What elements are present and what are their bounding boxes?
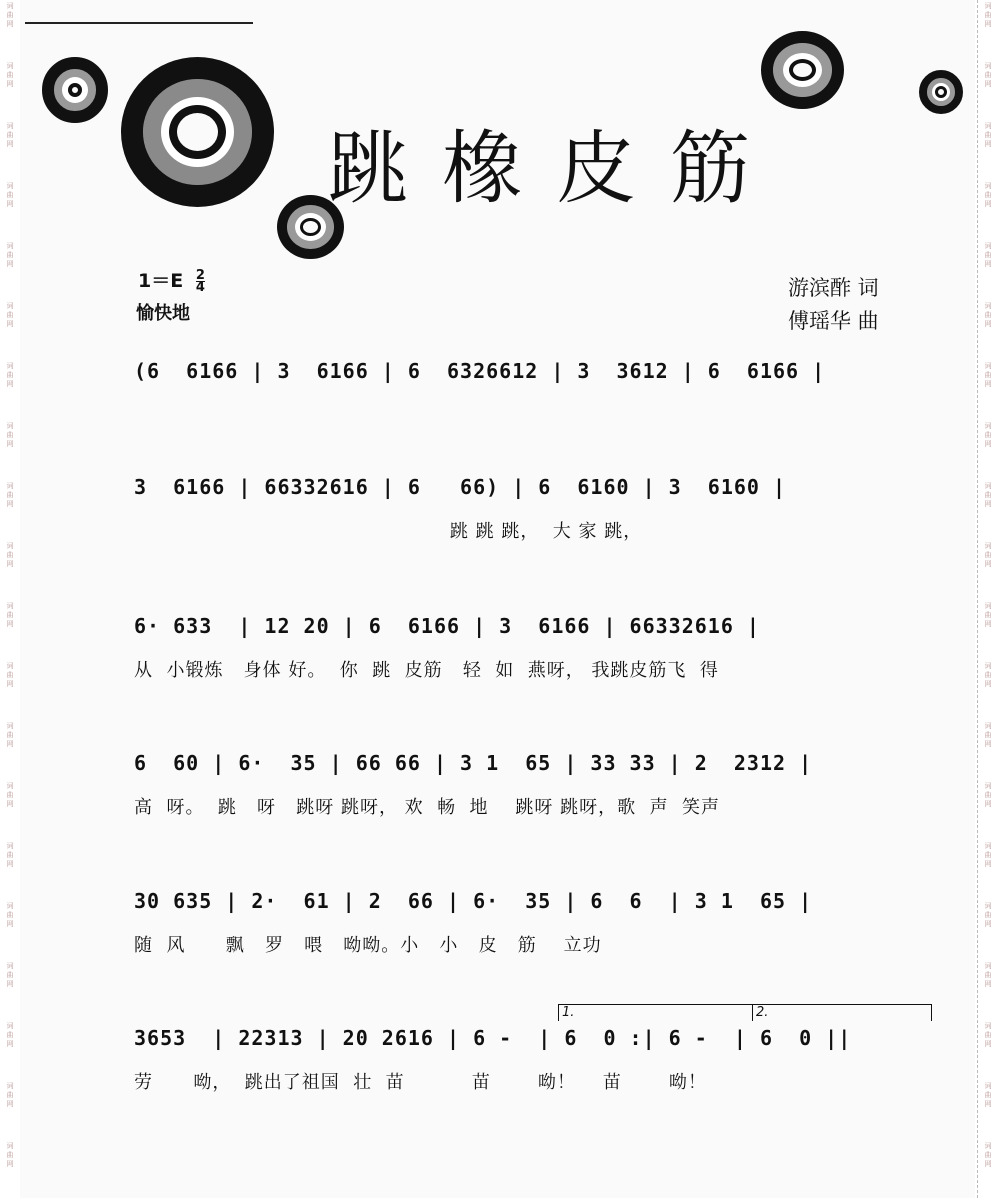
score-row-4 xyxy=(134,749,934,818)
watermark-text: 词 曲 网 xyxy=(984,2,992,28)
left-watermark-strip xyxy=(0,0,21,1198)
notation-line: 3653 | 22313 | 20 2616 | 6 - | 6 0 :| 6 - | 6 0 || xyxy=(134,1026,852,1050)
lyrics-line: 劳 呦， 跳出了祖国 壮 苗 苗 呦！ 苗 呦！ xyxy=(134,1072,707,1093)
watermark-text: 词 曲 网 xyxy=(984,422,992,448)
watermark-text: 词 曲 网 xyxy=(984,1022,992,1048)
watermark-text: 词 曲 网 xyxy=(984,542,992,568)
volta-bracket-1 xyxy=(558,1004,752,1021)
watermark-text: 词 曲 网 xyxy=(6,662,14,688)
score-row-5 xyxy=(134,887,934,956)
score-row-6 xyxy=(134,1024,934,1093)
ring-decoration-top-right xyxy=(761,31,844,109)
watermark-text: 词 曲 网 xyxy=(6,1022,14,1048)
watermark-text: 词 曲 网 xyxy=(984,242,992,268)
watermark-text: 词 曲 网 xyxy=(6,362,14,388)
composer-credit: 傅瑶华 曲 xyxy=(788,309,879,333)
tempo-marking: 愉快地 xyxy=(136,303,190,324)
score-row-3 xyxy=(134,612,934,681)
volta-2-label: 2. xyxy=(756,1005,769,1020)
lyrics-line: 高 呀。 跳 呀 跳呀 跳呀， 欢 畅 地 跳呀 跳呀，歌 声 笑声 xyxy=(134,797,721,818)
watermark-text: 词 曲 网 xyxy=(984,482,992,508)
watermark-text: 词 曲 网 xyxy=(984,902,992,928)
watermark-text: 词 曲 网 xyxy=(984,182,992,208)
watermark-text: 词 曲 网 xyxy=(6,722,14,748)
watermark-text: 词 曲 网 xyxy=(984,362,992,388)
lyrics-line: 跳 跳 跳， 大 家 跳， xyxy=(134,521,643,542)
watermark-text: 词 曲 网 xyxy=(6,2,14,28)
watermark-text: 词 曲 网 xyxy=(6,122,14,148)
time-signature xyxy=(196,270,205,293)
notation-line: 3 6166 | 66332616 | 6 66) | 6 6160 | 3 6160 | xyxy=(134,475,787,499)
lyrics-line: 从 小锻炼 身体 好。 你 跳 皮筋 轻 如 燕呀， 我跳皮筋飞 得 xyxy=(134,660,719,681)
top-rule xyxy=(25,22,253,24)
watermark-text: 词 曲 网 xyxy=(984,722,992,748)
time-bottom: 4 xyxy=(195,280,205,295)
volta-1-label: 1. xyxy=(562,1005,575,1020)
watermark-text: 词 曲 网 xyxy=(6,182,14,208)
time-top: 2 xyxy=(195,268,205,283)
watermark-text: 词 曲 网 xyxy=(984,122,992,148)
watermark-text: 词 曲 网 xyxy=(6,842,14,868)
score-row-2 xyxy=(134,473,934,542)
watermark-text: 词 曲 网 xyxy=(6,602,14,628)
ring-decoration-small-left xyxy=(42,57,108,123)
watermark-text: 词 曲 网 xyxy=(984,782,992,808)
volta-bracket-2 xyxy=(752,1004,932,1021)
watermark-text: 词 曲 网 xyxy=(6,422,14,448)
watermark-text: 词 曲 网 xyxy=(984,62,992,88)
right-watermark-strip xyxy=(977,0,998,1198)
watermark-text: 词 曲 网 xyxy=(984,602,992,628)
key-signature xyxy=(138,266,205,293)
key-label: 1＝E xyxy=(138,270,184,292)
watermark-text: 词 曲 网 xyxy=(984,962,992,988)
watermark-text: 词 曲 网 xyxy=(984,302,992,328)
ring-decoration-large xyxy=(121,57,274,207)
watermark-text: 词 曲 网 xyxy=(984,1142,992,1168)
watermark-text: 词 曲 网 xyxy=(6,62,14,88)
lyrics-line: 随 风 飘 罗 喂 呦呦。小 小 皮 筋 立功 xyxy=(134,935,602,956)
notation-line: 6 60 | 6· 35 | 66 66 | 3 1 65 | 33 33 | 2 2312 | xyxy=(134,751,813,775)
watermark-text: 词 曲 网 xyxy=(984,1082,992,1108)
watermark-text: 词 曲 网 xyxy=(6,902,14,928)
watermark-text: 词 曲 网 xyxy=(6,962,14,988)
score-row-1 xyxy=(134,357,934,397)
lyricist-credit: 游滨酢 词 xyxy=(788,276,879,300)
notation-line: 30 635 | 2· 61 | 2 66 | 6· 35 | 6 6 | 3 1 65 | xyxy=(134,889,813,913)
watermark-text: 词 曲 网 xyxy=(6,1082,14,1108)
notation-line: 6· 633 | 12 20 | 6 6166 | 3 6166 | 66332616 | xyxy=(134,614,760,638)
notation-line: (6 6166 | 3 6166 | 6 6326612 | 3 3612 | 6 6166 | xyxy=(134,359,826,383)
watermark-text: 词 曲 网 xyxy=(6,542,14,568)
watermark-text: 词 曲 网 xyxy=(984,662,992,688)
watermark-text: 词 曲 网 xyxy=(6,302,14,328)
watermark-text: 词 曲 网 xyxy=(6,482,14,508)
watermark-text: 词 曲 网 xyxy=(6,782,14,808)
song-title: 跳橡皮筋 xyxy=(328,122,784,215)
ring-decoration-far-right xyxy=(919,70,963,114)
watermark-text: 词 曲 网 xyxy=(984,842,992,868)
watermark-text: 词 曲 网 xyxy=(6,1142,14,1168)
watermark-text: 词 曲 网 xyxy=(6,242,14,268)
